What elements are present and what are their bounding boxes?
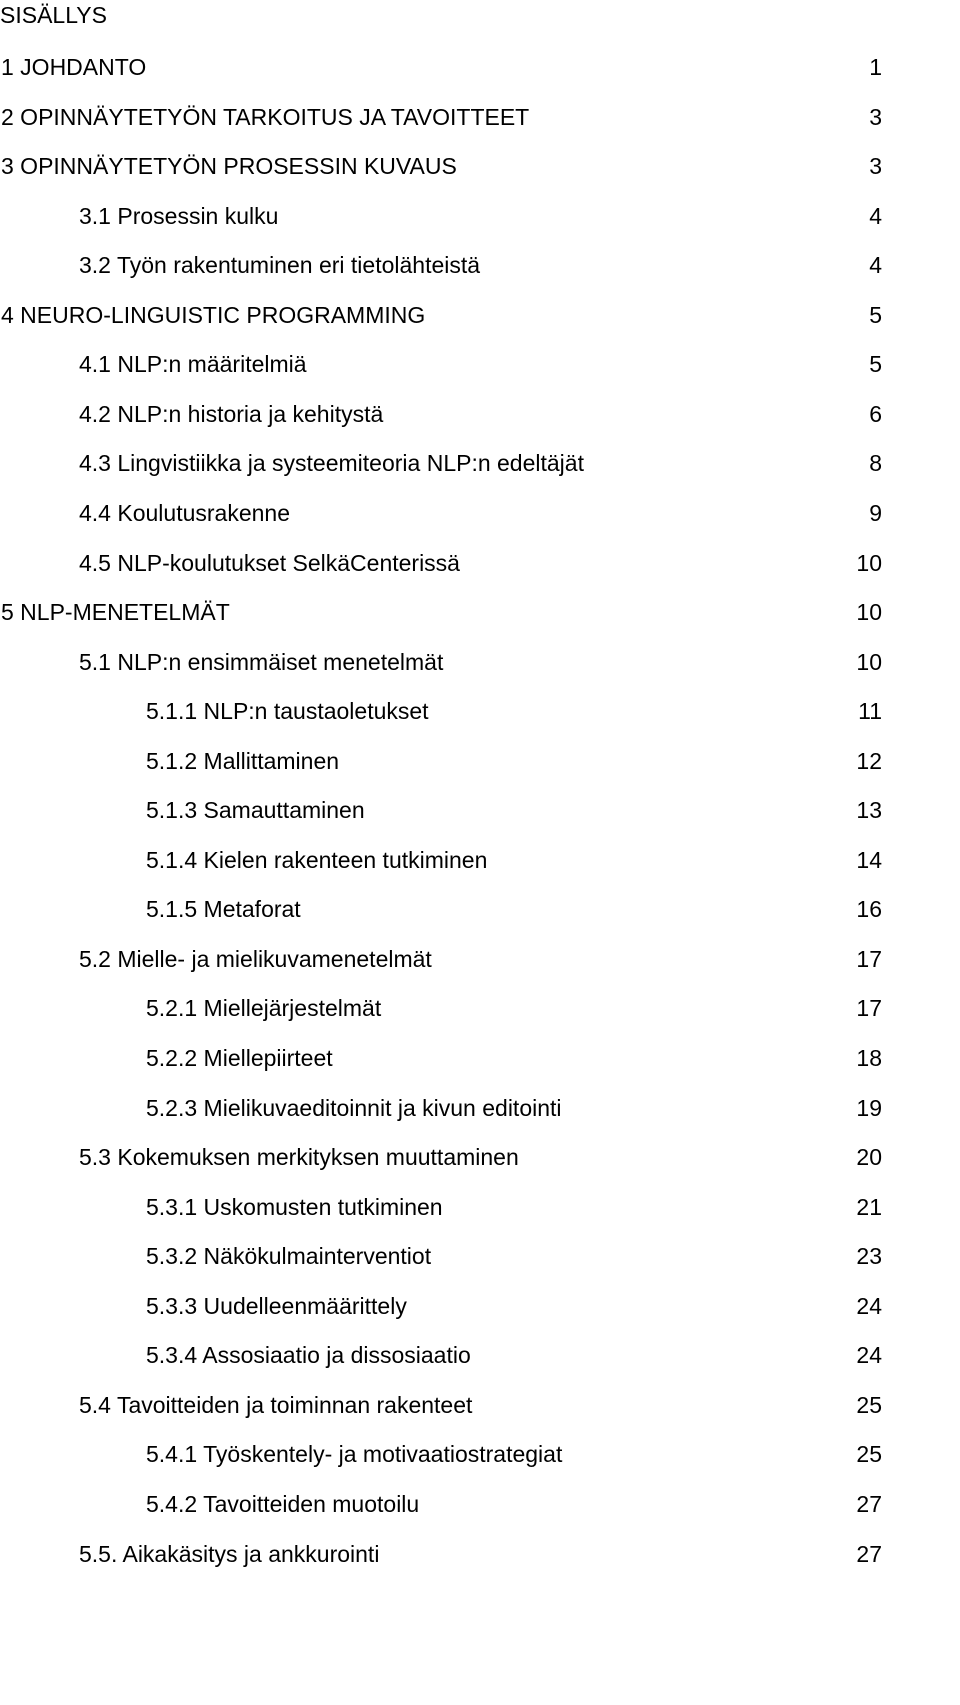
toc-entry-label: 5.3.2 Näkökulmainterventiot [146, 1243, 432, 1269]
toc-entry-page-number: 6 [869, 401, 882, 427]
toc-entry-label: 3 OPINNÄYTETYÖN PROSESSIN KUVAUS [1, 153, 457, 179]
toc-entry[interactable] [0, 205, 960, 235]
toc-entry-label: 5.1.1 NLP:n taustaoletukset [146, 698, 429, 724]
toc-entry[interactable] [0, 651, 960, 681]
toc-entry-page-number: 4 [869, 252, 882, 278]
toc-entry-page-number: 25 [856, 1392, 882, 1418]
toc-entry-page-number: 10 [856, 550, 882, 576]
toc-entry[interactable] [0, 601, 960, 631]
toc-entry-label: 4.5 NLP-koulutukset SelkäCenterissä [79, 550, 460, 576]
toc-entry-label: 5.1.2 Mallittaminen [146, 748, 340, 774]
toc-entry[interactable] [0, 948, 960, 978]
toc-entry[interactable] [0, 1543, 960, 1573]
toc-entry[interactable] [0, 1394, 960, 1424]
toc-entry-label: 5.3.4 Assosiaatio ja dissosiaatio [146, 1342, 471, 1368]
toc-entry-label: 5.1.4 Kielen rakenteen tutkiminen [146, 847, 488, 873]
toc-entry-page-number: 23 [856, 1243, 882, 1269]
toc-entry[interactable] [0, 155, 960, 185]
toc-entry-page-number: 27 [856, 1491, 882, 1517]
toc-entry-page-number: 18 [856, 1045, 882, 1071]
toc-entry[interactable] [0, 1097, 960, 1127]
toc-entry-label: 4 NEURO-LINGUISTIC PROGRAMMING [1, 302, 426, 328]
toc-entry-label: 5.4.1 Työskentely- ja motivaatiostrategiat [146, 1441, 563, 1467]
toc-entry-page-number: 24 [856, 1342, 882, 1368]
toc-entry-page-number: 10 [856, 649, 882, 675]
toc-entry-page-number: 21 [856, 1194, 882, 1220]
toc-entry[interactable] [0, 1443, 960, 1473]
toc-entry-page-number: 10 [856, 599, 882, 625]
toc-entry-page-number: 3 [869, 153, 882, 179]
toc-entry-label: 4.1 NLP:n määritelmiä [79, 351, 307, 377]
toc-entry[interactable] [0, 1047, 960, 1077]
toc-entry-page-number: 25 [856, 1441, 882, 1467]
toc-entry[interactable] [0, 552, 960, 582]
toc-entry-page-number: 27 [856, 1541, 882, 1567]
toc-entry-page-number: 9 [869, 500, 882, 526]
toc-entry-page-number: 20 [856, 1144, 882, 1170]
toc-entry[interactable] [0, 1493, 960, 1523]
toc-entry-page-number: 19 [856, 1095, 882, 1121]
toc-entry-label: 5.2.3 Mielikuvaeditoinnit ja kivun editointi [146, 1095, 562, 1121]
toc-entry-page-number: 5 [869, 302, 882, 328]
toc-entry[interactable] [0, 452, 960, 482]
toc-entry-label: 3.1 Prosessin kulku [79, 203, 279, 229]
toc-entry[interactable] [0, 403, 960, 433]
toc-entry-label: 5.1.3 Samauttaminen [146, 797, 365, 823]
toc-entry-page-number: 16 [856, 896, 882, 922]
toc-entry[interactable] [0, 1245, 960, 1275]
toc-entry[interactable] [0, 997, 960, 1027]
toc-entry-label: 5.4.2 Tavoitteiden muotoilu [146, 1491, 420, 1517]
toc-entry-label: 5 NLP-MENETELMÄT [1, 599, 230, 625]
toc-entry-label: 5.4 Tavoitteiden ja toiminnan rakenteet [79, 1392, 473, 1418]
toc-entry-label: 5.2.1 Miellejärjestelmät [146, 995, 382, 1021]
toc-entry-label: 4.2 NLP:n historia ja kehitystä [79, 401, 384, 427]
toc-entry-page-number: 17 [856, 995, 882, 1021]
toc-entry[interactable] [0, 799, 960, 829]
toc-entry[interactable] [0, 1196, 960, 1226]
toc-entry-page-number: 8 [869, 450, 882, 476]
toc-entry-page-number: 11 [858, 698, 882, 724]
toc-entry[interactable] [0, 502, 960, 532]
toc-entry-label: 4.3 Lingvistiikka ja systeemiteoria NLP:n edeltäjät [79, 450, 584, 476]
toc-entry-label: 5.1 NLP:n ensimmäiset menetelmät [79, 649, 444, 675]
toc-title: SISÄLLYS [0, 2, 107, 28]
toc-entry-page-number: 5 [869, 351, 882, 377]
toc-entry[interactable] [0, 1146, 960, 1176]
toc-entry[interactable] [0, 304, 960, 334]
toc-entry[interactable] [0, 353, 960, 383]
toc-entry[interactable] [0, 1295, 960, 1325]
toc-entry-page-number: 12 [856, 748, 882, 774]
toc-entry[interactable] [0, 56, 960, 86]
toc-entry-label: 5.1.5 Metaforat [146, 896, 301, 922]
toc-entry-page-number: 13 [856, 797, 882, 823]
toc-entry[interactable] [0, 254, 960, 284]
toc-entry-label: 5.2.2 Miellepiirteet [146, 1045, 333, 1071]
toc-entry-label: 5.3.1 Uskomusten tutkiminen [146, 1194, 443, 1220]
toc-entry-label: 5.5. Aikakäsitys ja ankkurointi [79, 1541, 380, 1567]
toc-entry[interactable] [0, 849, 960, 879]
toc-entry-label: 2 OPINNÄYTETYÖN TARKOITUS JA TAVOITTEET [1, 104, 530, 130]
toc-entry-label: 5.3 Kokemuksen merkityksen muuttaminen [79, 1144, 519, 1170]
toc-entry-page-number: 14 [856, 847, 882, 873]
toc-entry[interactable] [0, 1344, 960, 1374]
toc-entry-page-number: 17 [856, 946, 882, 972]
toc-entry-label: 4.4 Koulutusrakenne [79, 500, 290, 526]
toc-entry-page-number: 1 [869, 54, 882, 80]
toc-entry-label: 5.3.3 Uudelleenmäärittely [146, 1293, 407, 1319]
toc-entry-label: 1 JOHDANTO [1, 54, 147, 80]
toc-entry-page-number: 24 [856, 1293, 882, 1319]
toc-entry-label: 5.2 Mielle- ja mielikuvamenetelmät [79, 946, 432, 972]
toc-entry-page-number: 4 [869, 203, 882, 229]
toc-entry[interactable] [0, 106, 960, 136]
toc-entry-label: 3.2 Työn rakentuminen eri tietolähteistä [79, 252, 481, 278]
toc-entry[interactable] [0, 700, 960, 730]
toc-entry-page-number: 3 [869, 104, 882, 130]
toc-entry[interactable] [0, 750, 960, 780]
toc-entry[interactable] [0, 898, 960, 928]
